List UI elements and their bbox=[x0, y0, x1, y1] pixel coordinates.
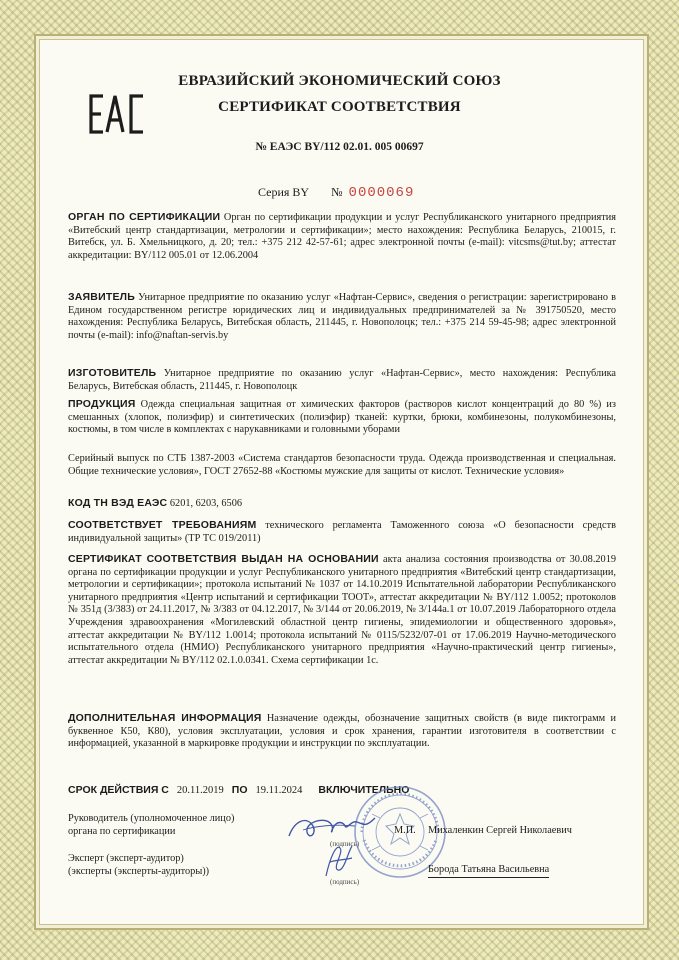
extra-text: Назначение одежды, обозначение защитных свойств (в виде пиктограмм и буквенное К50, К80), условия эксплуатации, условия и срок хранения, гарантии изготовителя в соответствии с информацией, указанной в маркировке продукции и инструкции по эксплуатации. bbox=[68, 713, 616, 750]
complies-heading: СООТВЕТСТВУЕТ ТРЕБОВАНИЯМ bbox=[68, 519, 257, 531]
product-text: Одежда специальная защитная от химических факторов (растворов кислот концентраций до 80 %) из смешанных (хлопок, полиэфир) и синтетических (полиэфир) тканей: куртки, брюки, комбинезоны, полукомбинезоны, костюмы, в том числе в комплектах с нарукавниками и головными уборами bbox=[68, 399, 616, 436]
validity-heading: СРОК ДЕЙСТВИЯ С bbox=[68, 784, 169, 796]
section-organ bbox=[68, 211, 616, 262]
series-num-sign: № bbox=[331, 185, 343, 199]
expert-sign-caption: (подпись) bbox=[330, 878, 360, 886]
head-name: Михаленкин Сергей Николаевич bbox=[428, 825, 572, 836]
validity-tail: ВКЛЮЧИТЕЛЬНО bbox=[318, 784, 410, 796]
organ-text: Орган по сертификации продукции и услуг Республиканского унитарного предприятия «Витебский центр стандартизации, метрологии и сертификации»; место нахождения: Республика Беларусь, 210015, г. Витебск, ул. Б. Хмельницкого, д. 20; тел.: +375 212 42-57-61; адрес электронной почты (e-mail): vitcsms@tut.by; аттестат аккредитации: BY/112 005.01 от 12.06.2004 bbox=[68, 212, 616, 261]
validity-to: 19.11.2024 bbox=[255, 785, 303, 796]
serial-text: Серийный выпуск по СТБ 1387-2003 «Система стандартов безопасности труда. Одежда производственная и специальная. Общие технические условия», ГОСТ 27652-88 «Костюмы мужские для защиты от кислот. Технические условия» bbox=[68, 453, 616, 477]
basis-heading: СЕРТИФИКАТ СООТВЕТСТВИЯ ВЫДАН НА ОСНОВАНИИ bbox=[68, 553, 379, 565]
expert-label bbox=[68, 853, 209, 878]
head-sign-caption: (подпись) bbox=[330, 840, 360, 848]
complies-text: технического регламента Таможенного союза «О безопасности средств индивидуальной защиты» (ТР ТС 019/2011) bbox=[68, 520, 616, 544]
expert-name-wrap bbox=[428, 864, 549, 878]
validity-to-label: ПО bbox=[231, 784, 248, 796]
certificate-title: СЕРТИФИКАТ СООТВЕТСТВИЯ bbox=[218, 99, 461, 115]
section-product bbox=[68, 398, 616, 437]
head-label-line2: органа по сертификации bbox=[68, 825, 176, 837]
union-title: ЕВРАЗИЙСКИЙ ЭКОНОМИЧЕСКИЙ СОЮЗ bbox=[178, 73, 501, 89]
section-complies bbox=[68, 519, 616, 545]
section-basis bbox=[68, 553, 616, 667]
expert-name: Борода Татьяна Васильевна bbox=[428, 864, 549, 878]
validity-from: 20.11.2019 bbox=[176, 785, 224, 796]
applicant-text: Унитарное предприятие по оказанию услуг «Нафтан-Сервис», сведения о регистрации: зарегистрировано в Едином государственном регистре юридических лиц и индивидуальных предпринимателей за № 391750520, место нахождения: Республика Беларусь, Витебская область, 211445, г. Новополоцк; тел.: +375 214 59-45-98; адрес электронной почты (e-mail): info@naftan-servis.by bbox=[68, 292, 616, 341]
expert-label-line2: (эксперты (эксперты-аудиторы)) bbox=[68, 865, 210, 877]
product-heading: ПРОДУКЦИЯ bbox=[68, 398, 136, 410]
applicant-heading: ЗАЯВИТЕЛЬ bbox=[68, 291, 135, 303]
head-label bbox=[68, 813, 234, 838]
head-label-line1: Руководитель (уполномоченное лицо) bbox=[68, 813, 235, 824]
organ-heading: ОРГАН ПО СЕРТИФИКАЦИИ bbox=[68, 211, 221, 223]
code-heading: КОД ТН ВЭД ЕАЭС bbox=[68, 497, 168, 509]
mp-label: М.П. bbox=[394, 825, 416, 836]
section-code bbox=[68, 497, 616, 511]
basis-text: акта анализа состояния производства от 30.08.2019 органа по сертификации продукции и услуг Республиканского унитарного предприятия «Витебский центр стандартизации, метрологии и сертификации»; протокола испытаний № 1037 от 14.10.2019 Испытательной лаборатории Республиканского унитарного предприятия «Центр испытаний и сертификации ТООТ», аттестат аккредитации № BY/112 1.0052; протоколов № 351д (3/383) от 24.11.2017, № 3/383 от 04.12.2017, № 3/144 от 20.06.2019, № 3/144а.1 от 10.07.2019 Лабораторного отдела Учреждения здравоохранения «Могилевский областной центр гигиены, эпидемиологии и общественного здоровья», аттестат аккредитации № BY/112 1.0014; протокола испытаний № 0115/5232/07-01 от 17.06.2019 Научно-методического испытательного отдела (НМИО) Республиканского унитарного предприятия «Научно-практический центр гигиены», аттестат аккредитации № BY/112 02.1.0.0341. Схема сертификации 1с. bbox=[68, 554, 616, 666]
maker-heading: ИЗГОТОВИТЕЛЬ bbox=[68, 367, 157, 379]
section-applicant bbox=[68, 291, 616, 342]
section-serial bbox=[68, 453, 616, 478]
series-label: Серия BY bbox=[258, 185, 310, 199]
series-line bbox=[258, 185, 414, 201]
certificate-number: № ЕАЭС BY/112 02.01. 005 00697 bbox=[255, 141, 424, 153]
section-extra bbox=[68, 712, 616, 751]
extra-heading: ДОПОЛНИТЕЛЬНАЯ ИНФОРМАЦИЯ bbox=[68, 712, 262, 724]
code-text: 6201, 6203, 6506 bbox=[169, 498, 242, 509]
series-number: 0000069 bbox=[348, 185, 415, 201]
section-maker bbox=[68, 367, 616, 393]
maker-text: Унитарное предприятие по оказанию услуг «Нафтан-Сервис», место нахождения: Республика Беларусь, Витебская область, 211445, г. Новополоцк bbox=[68, 368, 617, 392]
expert-label-line1: Эксперт (эксперт-аудитор) bbox=[68, 853, 184, 864]
